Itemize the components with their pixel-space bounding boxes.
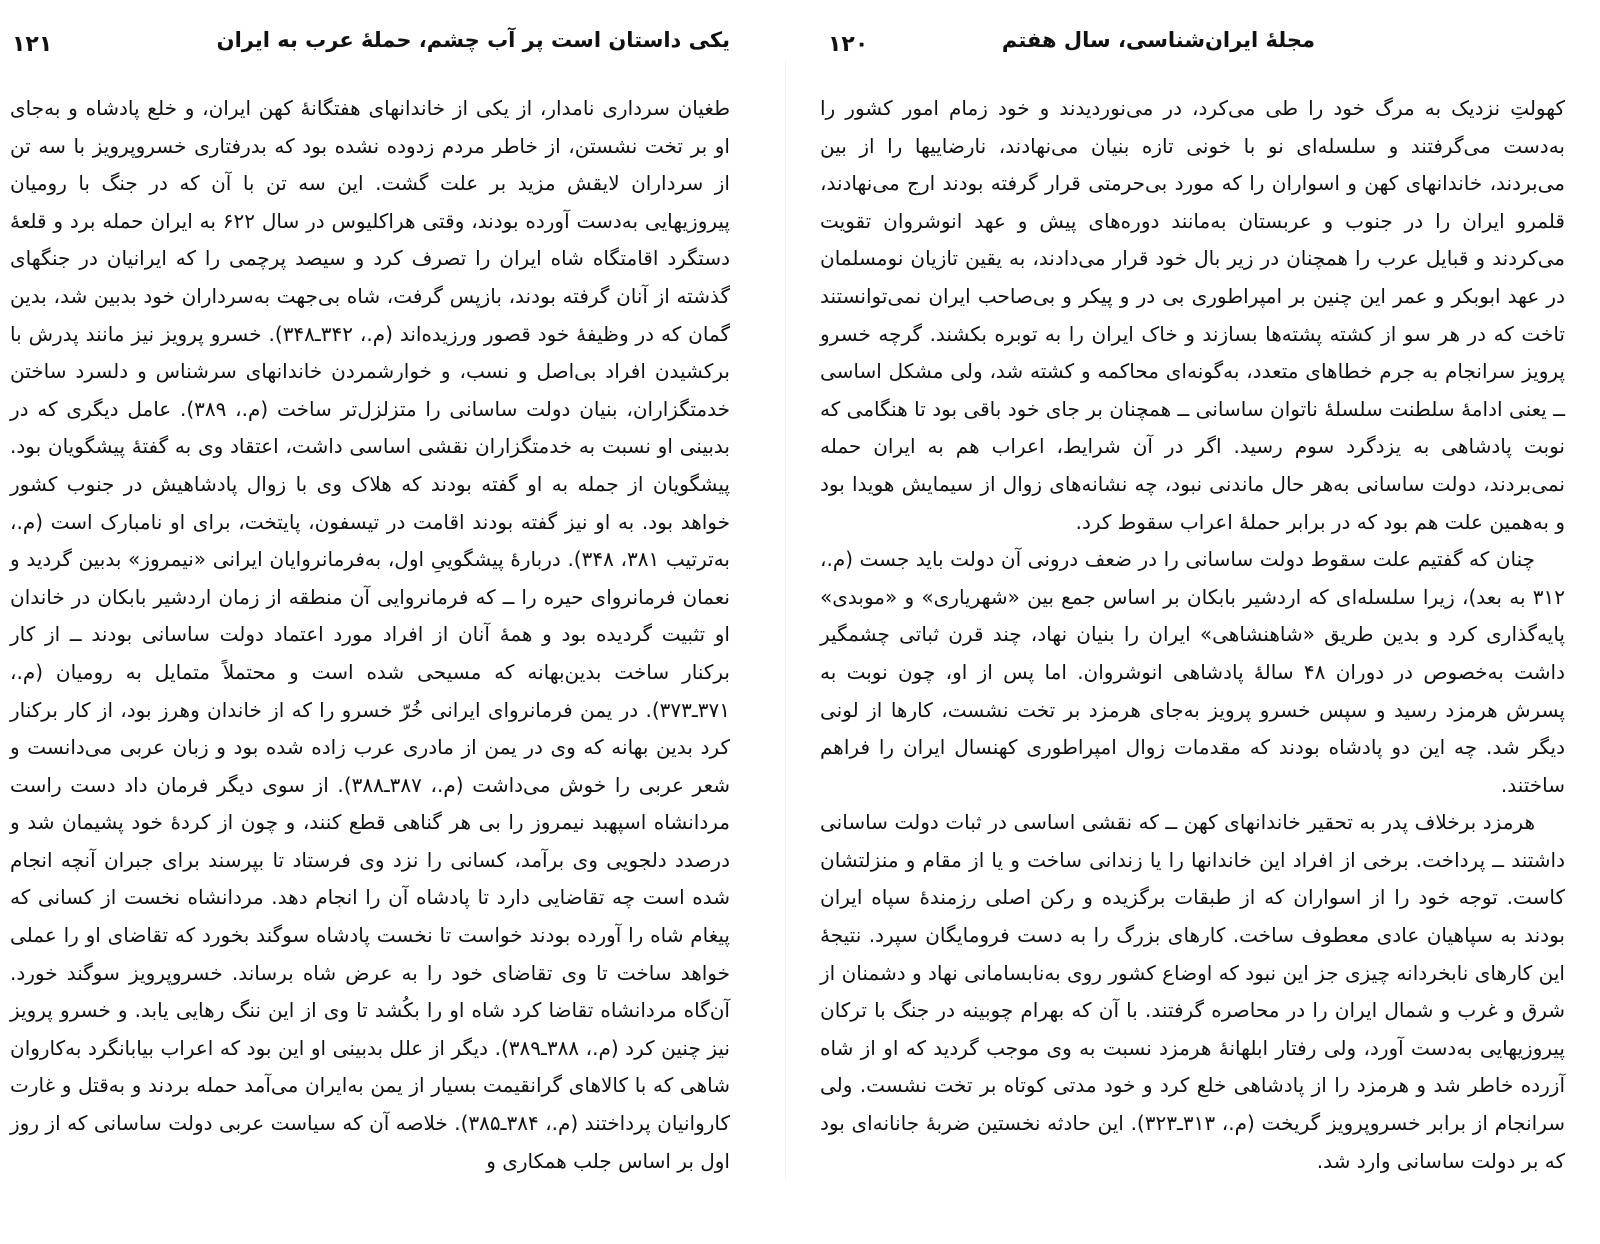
left-page [10,28,730,1228]
left-page-body [10,90,730,1180]
left-running-head: یکی داستان است پر آب چشم، حملهٔ عرب به ایران [216,28,730,52]
gutter-divider [785,60,786,1180]
left-paragraph-1: طغیان سرداری نامدار، از یکی از خاندانهای هفتگانهٔ کهن ایران، و خلع پادشاه و به‌جای او بر تخت نشستن، از خاطر مردم زدوده نشده بود که بدرفتاری خسروپرویز با سه تن از سرداران لایقش مزید بر علت گشت. این سه تن با آن که در جنگ با رومیان پیروزیهایی به‌دست آورده بودند، وقتی هراکلیوس در سال ۶۲۲ به ایران حمله برد و قلعهٔ دستگرد اقامتگاه شاه ایران را تصرف کرد و سیصد پرچمی را که ایرانیان در جنگهای گذشته از آنان گرفته بودند، بازپس گرفت، شاه بی‌جهت به‌سرداران خود بدبین شد، بدین گمان که در وظیفهٔ خود قصور ورزیده‌اند (م.، ۳۴۲ـ۳۴۸). خسرو پرویز نیز مانند پدرش با برکشیدن افراد بی‌اصل و نسب، و خوارشمردن خاندانهای سرشناس و دلسرد ساختن خدمتگزاران، بنیان دولت ساسانی را متزلزل‌تر ساخت (م.، ۳۸۹). عامل دیگری که در بدبینی او نسبت به خدمتگزاران نقشی اساسی داشت، اعتقاد وی به گفتهٔ پیشگویان بود. پیشگویان از جمله به او گفته بودند که هلاک وی با زوال پادشاهیش در جنوب کشور خواهد بود. به او نیز گفته بودند اقامت در تیسفون، پایتخت، برای او نامبارک است (م.، به‌ترتیب ۳۸۱، ۳۴۸). دربارهٔ پیشگوییِ اول، به‌فرمانروایان ایرانی «نیمروز» بدبین گردید و نعمان فرمانروای حیره را ــ که فرمانروایی آن منطقه از زمان اردشیر بابکان در خاندان او تثبیت گردیده بود و همهٔ آنان از افراد مورد اعتماد دولت ساسانی بودند ــ از کار برکنار ساخت بدین‌بهانه که مسیحی شده است و محتملاً متمایل به رومیان (م.، ۳۷۱ـ۳۷۳). در یمن فرمانروای ایرانی خُرّ خسرو را که از خاندان وهرز بود، از کار برکنار کرد بدین بهانه که وی در یمن از مادری عرب زاده شده بود و زبان عربی می‌دانست و شعر عربی را خوش می‌داشت (م.، ۳۸۷ـ۳۸۸). از سوی دیگر فرمان داد دست راست مردانشاه اسپهبد نیمروز را بی هر گناهی قطع کنند، و چون از کردهٔ خود پشیمان شد و درصدد دلجویی وی برآمد، کسانی را نزد وی فرستاد تا بپرسند برای جبران آنچه انجام شده است چه تقاضایی دارد تا پادشاه آن را انجام دهد. مردانشاه نخست از کسانی که پیغام شاه را آورده بودند خواست تا نخست پادشاه سوگند بخورد که تقاضای او را عملی خواهد ساخت تا وی تقاضای خود را به عرض شاه برساند. خسروپرویز سوگند خورد. آن‌گاه مردانشاه تقاضا کرد شاه او را بکُشد تا وی از این ننگ رهایی یابد. و خسرو پرویز نیز چنین کرد (م.، ۳۸۸ـ۳۸۹). دیگر از علل بدبینی او این بود که اعراب بیابانگرد به‌کاروان شاهی که با کالاهای گرانقیمت بسیار از یمن به‌ایران می‌آمد حمله بردند و به‌قتل و غارت کاروانیان پرداختند (م.، ۳۸۴ـ۳۸۵). خلاصه آن که سیاست عربی دولت ساسانی که از روز اول بر اساس جلب همکاری و [10,96,731,1173]
right-page-body [820,90,1565,1180]
right-paragraph-3: هرمزد برخلاف پدر به تحقیر خاندانهای کهن ــ که نقشی اساسی در ثبات دولت ساسانی داشتند ــ پرداخت. برخی از افراد این خاندانها را یا زندانی ساخت و یا از مقام و منزلتشان کاست. توجه خود را از اسواران که از طبقات برگزیده و رکن اصلی رزمندهٔ سپاه ایران بودند به سپاهیان عادی معطوف ساخت. کارهای بزرگ را به دست فرومایگان سپرد. نتیجهٔ این کارهای نابخردانه چیزی جز این نبود که اوضاع کشور روی به‌نابسامانی نهاد و دشمنان از شرق و غرب و شمال ایران را در محاصره گرفتند. با آن که بهرام چوبینه در جنگ با ترکان پیروزیهایی به‌دست آورد، ولی رفتار ابلهانهٔ هرمزد نسبت به وی موجب گردید که او از شاه آزرده خاطر شد و هرمزد را از پادشاهی خلع کرد و خود مدتی کوتاه بر تخت نشست. ولی سرانجام از برابر خسروپرویز گریخت (م.، ۳۱۳ـ۳۲۳). این حادثه نخستین ضربهٔ جانانه‌ای بود که بر دولت ساسانی وارد شد. [820,810,1565,1173]
left-page-header [10,28,730,72]
left-page-number: ۱۲۱ [12,32,53,57]
right-page [820,28,1565,1228]
right-paragraph-2: چنان که گفتیم علت سقوط دولت ساسانی را در ضعف درونی آن دولت باید جست (م.، ۳۱۲ به بعد)، زیرا سلسله‌ای که اردشیر بابکان بر اساس جمع بین «شهریاری» و «موبدی» پایه‌گذاری کرد و بدین طریق «شاهنشاهی» ایران را بنیان نهاد، چند قرن ثباتی چشمگیر داشت به‌خصوص در دوران ۴۸ سالهٔ پادشاهی انوشروان. اما پس از او، چون نوبت به پسرش هرمزد رسید و سپس خسرو پرویز به‌جای هرمزد بر تخت نشست، کارها از لونی دیگر شد. چه این دو پادشاه بودند که مقدمات زوال امپراطوری کهنسال ایران را فراهم ساختند. [820,547,1565,797]
right-page-number: ۱۲۰ [828,32,869,57]
right-page-header [820,28,1565,72]
right-paragraph-1: کهولتِ نزدیک به مرگ خود را طی می‌کرد، در می‌نوردیدند و خود زمام امور کشور را به‌دست می‌گرفتند و سلسله‌ای نو با خونی تازه بنیان می‌نهادند، نارضاییها را از بین می‌بردند، خاندانهای کهن و اسواران را که مورد بی‌حرمتی قرار گرفته بودند ارج می‌نهادند، قلمرو ایران را در جنوب و عربستان به‌مانند دوره‌های پیش و عهد انوشروان تقویت می‌کردند و قبایل عرب را همچنان در زیر بال خود قرار می‌دادند، به یقین تازیان نومسلمان در عهد ابوبکر و عمر این چنین بر امپراطوری بی در و پیکر و بی‌صاحب ایران نمی‌توانستند تاخت که در هر سو از کشته پشته‌ها بسازند و خاک ایران را به توبره بکشند. گرچه خسرو پرویز سرانجام به جرم خطاهای متعدد، به‌گونه‌ای محاکمه و کشته شد، ولی مشکل اساسی ــ یعنی ادامهٔ سلطنت سلسلهٔ ناتوان ساسانی ــ همچنان بر جای خود باقی بود تا هنگامی که نوبت پادشاهی به یزدگرد سوم رسید. اگر در آن شرایط، اعراب هم به ایران حمله نمی‌بردند، دولت ساسانی به‌هر حال ماندنی نبود، چه نشانه‌های زوال از سیمایش هویدا بود و به‌همین علت هم بود که در برابر حملهٔ اعراب سقوط کرد. [820,96,1565,534]
right-running-head: مجلهٔ ایران‌شناسی، سال هفتم [1001,28,1315,52]
